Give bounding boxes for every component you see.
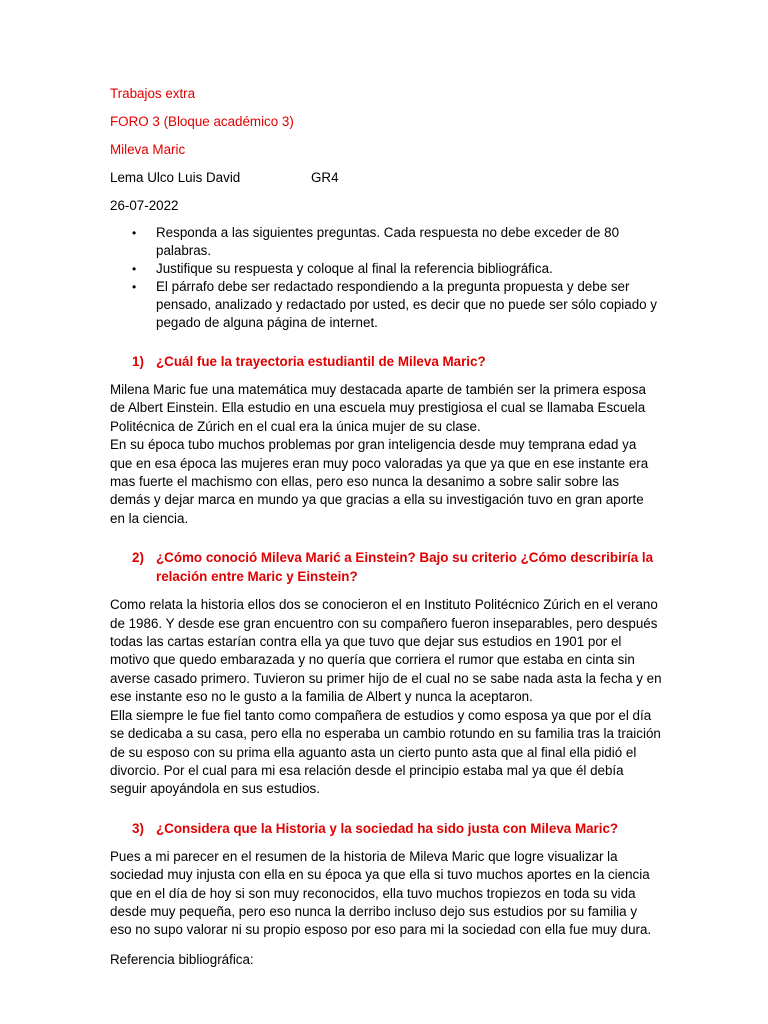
doc-title-foro: FORO 3 (Bloque académico 3) xyxy=(110,114,294,129)
question-number: 1) xyxy=(132,354,144,369)
answer-2 xyxy=(110,596,662,798)
student-info-row xyxy=(110,168,662,187)
document-date: 26-07-2022 xyxy=(110,198,179,213)
answer-paragraph: En su época tubo muchos problemas por gran inteligencia desde muy temprana edad ya que en esa época las mujeres eran muy poco valoradas ya que ya que en ese instante era mas fuerte el machismo con ellas, pero eso nunca la desanimo a sobre salir sobre las demás y dejar marca en mundo ya que gracias a ella su investigación tuvo en gran aporte en la ciencia. xyxy=(110,437,649,526)
instruction-text: Justifique su respuesta y coloque al final la referencia bibliográfica. xyxy=(156,261,553,276)
question-number: 2) xyxy=(132,550,144,566)
instruction-item xyxy=(110,260,662,278)
document-page xyxy=(110,84,662,969)
answer-paragraph: Ella siempre le fue fiel tanto como compañera de estudios y como esposa ya que por el día se dedicaba a su casa, pero ella no esperaba un cambio rotundo en su familia tras la traición de su esposo con su prima ella aguanto asta un cierto punto asta que al final ella pidió el divorcio. Por el cual para mi esa relación desde el principio estaba mal ya que él debía seguir apoyándola en sus estudios. xyxy=(110,707,661,797)
instruction-text: El párrafo debe ser redactado respondiendo a la pregunta propuesta y debe ser pensado, analizado y redactado por usted, es decir que no puede ser sólo copiado y pegado de alguna página de internet. xyxy=(156,279,658,330)
instruction-item xyxy=(110,278,662,332)
answer-paragraph: Pues a mi parecer en el resumen de la historia de Mileva Maric que logre visualizar la sociedad muy injusta con ella en su época ya que ella si tuvo muchos aportes en la ciencia que en el día de hoy si son muy reconocidos, ella tuvo muchos tropiezos en toda su vida desde muy pequeña, pero eso nunca la derribo incluso dejo sus estudios por su familia y eso no supo valorar ni su propio esposo por eso para mi la sociedad con ella fue muy dura. xyxy=(110,848,652,938)
instruction-item xyxy=(110,224,662,260)
question-2 xyxy=(110,548,662,586)
instructions-list xyxy=(110,224,662,332)
question-number: 3) xyxy=(132,820,144,836)
question-text: ¿Cuál fue la trayectoria estudiantil de Mileva Maric? xyxy=(156,354,486,369)
doc-title-topic: Mileva Maric xyxy=(110,142,186,157)
doc-title-trabajos: Trabajos extra xyxy=(110,86,196,101)
bullet-icon: • xyxy=(132,262,137,276)
answer-3 xyxy=(110,848,662,940)
answer-paragraph: Milena Maric fue una matemática muy destacada aparte de también ser la primera esposa de Albert Einstein. Ella estudio en una escuela muy prestigiosa el cual se llamaba Escuela Politécnica de Zúrich en el cual era la única mujer de su clase. xyxy=(110,382,646,434)
instruction-text: Responda a las siguientes preguntas. Cada respuesta no debe exceder de 80 palabras. xyxy=(156,225,620,258)
answer-1 xyxy=(110,381,662,528)
bullet-icon: • xyxy=(132,226,137,240)
question-1 xyxy=(110,352,662,371)
answer-paragraph: Como relata la historia ellos dos se conocieron el en Instituto Politécnico Zúrich en el verano de 1986. Y desde ese gran encuentro con su compañero fueron inseparables, pero después todas las cartas estarían contra ella ya que tuvo que dejar sus estudios en 1901 por el motivo que quedo embarazada y no quería que corriera el rumor que estaba en cinta sin averse casado primero. Tuvieron su primer hijo de el cual no se sabe nada asta la fecha y en ese instante eso no le gusto a la familia de Albert y nunca la aceptaron. xyxy=(110,597,662,705)
student-group: GR4 xyxy=(311,170,339,185)
bullet-icon: • xyxy=(132,280,137,294)
question-3 xyxy=(110,819,662,838)
question-text: ¿Considera que la Historia y la sociedad ha sido justa con Mileva Maric? xyxy=(156,820,619,836)
question-text: ¿Cómo conoció Mileva Marić a Einstein? Bajo su criterio ¿Cómo describiría la relación entre Maric y Einstein? xyxy=(156,550,654,585)
bibliography-label: Referencia bibliográfica: xyxy=(110,951,254,967)
student-name: Lema Ulco Luis David xyxy=(110,170,241,185)
